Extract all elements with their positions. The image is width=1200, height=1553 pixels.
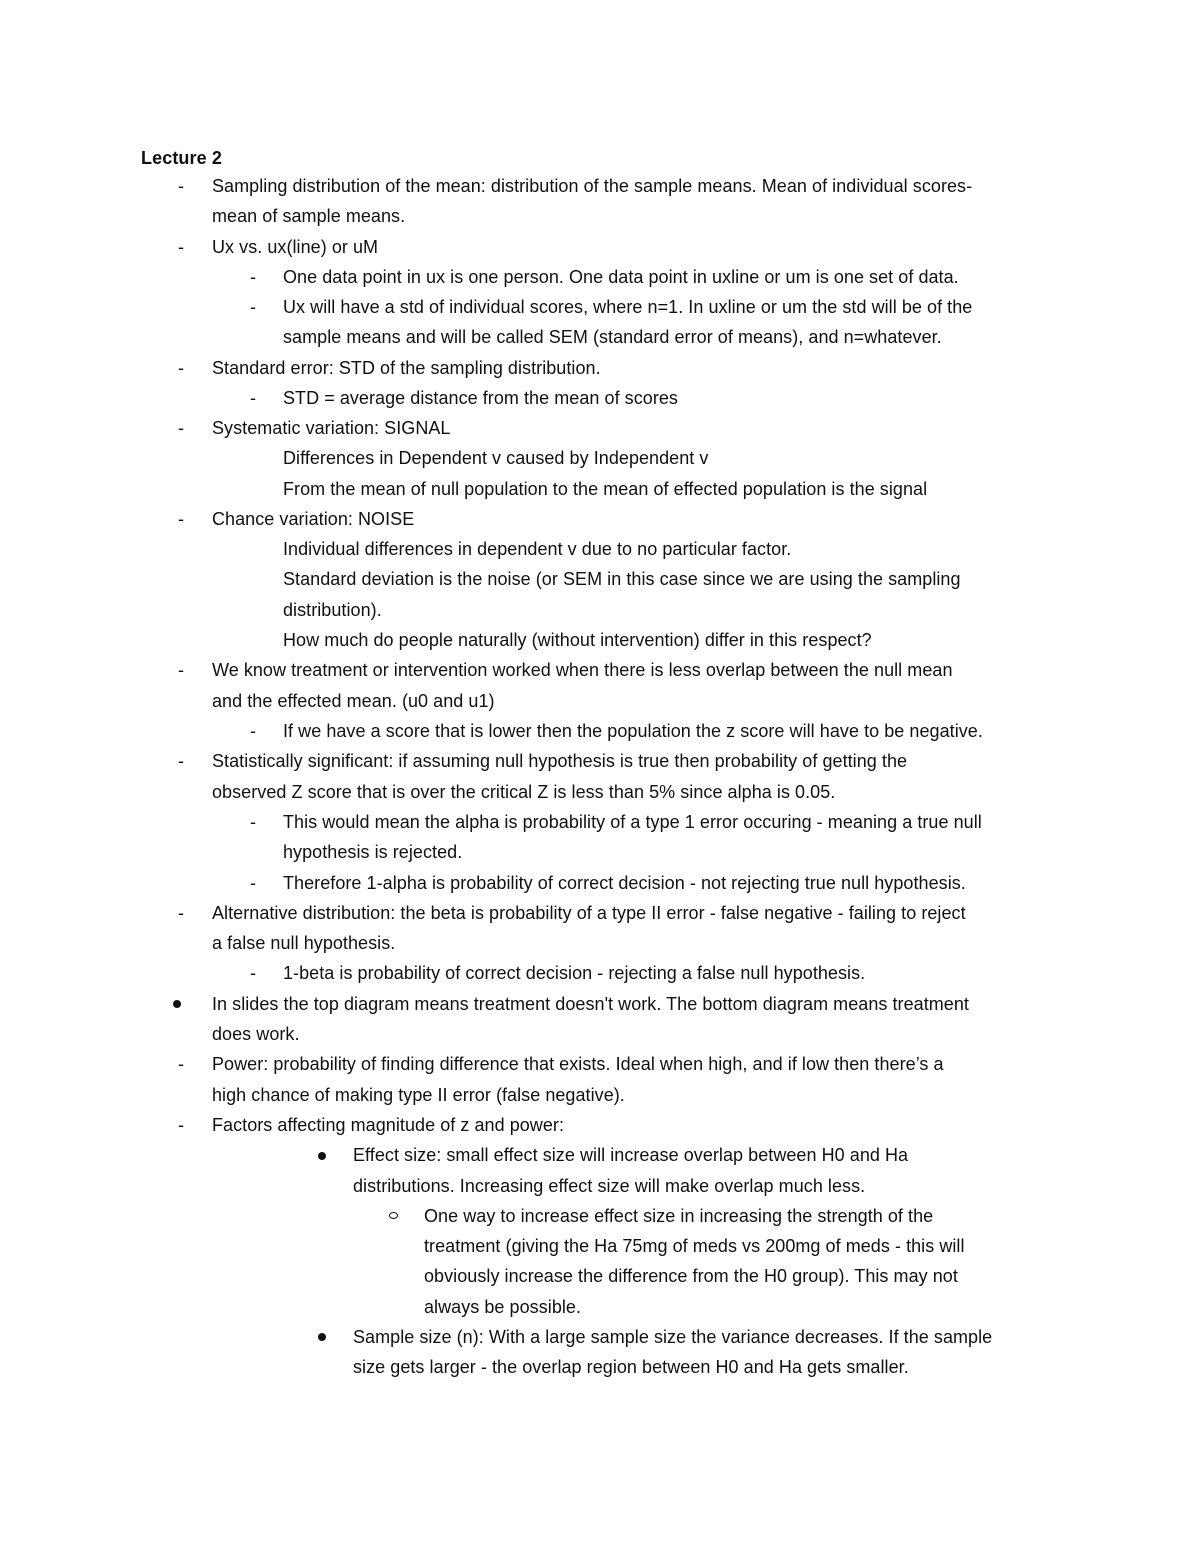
- dash-marker: -: [178, 509, 184, 529]
- dash-marker: -: [250, 963, 256, 983]
- note-line: 1-beta is probability of correct decision - rejecting a false null hypothesis.: [283, 963, 866, 983]
- note-line: If we have a score that is lower then the population the z score will have to be negative.: [283, 721, 983, 741]
- note-line: Therefore 1-alpha is probability of correct decision - not rejecting true null hypothesis.: [283, 873, 966, 893]
- dash-marker: -: [250, 721, 256, 741]
- note-line: and the effected mean. (u0 and u1): [212, 691, 495, 711]
- note-line: From the mean of null population to the mean of effected population is the signal: [283, 479, 928, 499]
- note-line: One way to increase effect size in increasing the strength of the: [424, 1206, 934, 1226]
- note-line: Alternative distribution: the beta is probability of a type II error - false negative - failing to reject: [212, 903, 966, 923]
- dash-marker: -: [250, 267, 256, 287]
- note-line: In slides the top diagram means treatment doesn't work. The bottom diagram means treatment: [212, 994, 969, 1014]
- note-line: Differences in Dependent v caused by Independent v: [283, 448, 709, 468]
- dash-marker: -: [250, 297, 256, 317]
- note-line: distributions. Increasing effect size will make overlap much less.: [353, 1176, 866, 1196]
- lecture-title: Lecture 2: [141, 148, 222, 168]
- dash-marker: -: [178, 1115, 184, 1135]
- note-line: Individual differences in dependent v due to no particular factor.: [283, 539, 792, 559]
- dash-marker: -: [178, 1054, 184, 1074]
- note-line: One data point in ux is one person. One data point in uxline or um is one set of data.: [283, 267, 959, 287]
- note-line: Power: probability of finding difference that exists. Ideal when high, and if low then there’s a: [212, 1054, 944, 1074]
- note-line: Sample size (n): With a large sample size the variance decreases. If the sample: [353, 1327, 993, 1347]
- note-line: mean of sample means.: [212, 206, 406, 226]
- note-line: How much do people naturally (without intervention) differ in this respect?: [283, 630, 872, 650]
- bullet-circle-icon: [389, 1212, 398, 1219]
- note-line: size gets larger - the overlap region between H0 and Ha gets smaller.: [353, 1357, 909, 1377]
- dash-marker: -: [250, 873, 256, 893]
- note-line: This would mean the alpha is probability of a type 1 error occuring - meaning a true null: [283, 812, 982, 832]
- dash-marker: -: [178, 660, 184, 680]
- note-line: always be possible.: [424, 1297, 582, 1317]
- note-line: hypothesis is rejected.: [283, 842, 463, 862]
- note-line: obviously increase the difference from the H0 group). This may not: [424, 1266, 958, 1286]
- note-line: observed Z score that is over the critical Z is less than 5% since alpha is 0.05.: [212, 782, 836, 802]
- bullet-dot-icon: [318, 1152, 326, 1160]
- note-line: STD = average distance from the mean of scores: [283, 388, 678, 408]
- note-line: Systematic variation: SIGNAL: [212, 418, 451, 438]
- note-line: sample means and will be called SEM (standard error of means), and n=whatever.: [283, 327, 942, 347]
- note-line: Factors affecting magnitude of z and power:: [212, 1115, 565, 1135]
- dash-marker: -: [250, 388, 256, 408]
- note-line: We know treatment or intervention worked when there is less overlap between the null mean: [212, 660, 953, 680]
- note-line: does work.: [212, 1024, 300, 1044]
- dash-marker: -: [178, 176, 184, 196]
- note-line: distribution).: [283, 600, 382, 620]
- dash-marker: -: [178, 237, 184, 257]
- dash-marker: -: [178, 751, 184, 771]
- bullet-dot-icon: [173, 1000, 181, 1008]
- dash-marker: -: [178, 903, 184, 923]
- note-line: high chance of making type II error (false negative).: [212, 1085, 625, 1105]
- note-line: Chance variation: NOISE: [212, 509, 415, 529]
- note-line: Standard error: STD of the sampling distribution.: [212, 358, 601, 378]
- note-line: Sampling distribution of the mean: distribution of the sample means. Mean of individual scores-: [212, 176, 973, 196]
- note-line: Ux vs. ux(line) or uM: [212, 237, 379, 257]
- note-line: a false null hypothesis.: [212, 933, 396, 953]
- note-line: Statistically significant: if assuming null hypothesis is true then probability of getting the: [212, 751, 908, 771]
- note-line: Standard deviation is the noise (or SEM in this case since we are using the sampling: [283, 569, 961, 589]
- dash-marker: -: [250, 812, 256, 832]
- bullet-dot-icon: [318, 1333, 326, 1341]
- dash-marker: -: [178, 358, 184, 378]
- note-line: treatment (giving the Ha 75mg of meds vs 200mg of meds - this will: [424, 1236, 965, 1256]
- note-line: Effect size: small effect size will increase overlap between H0 and Ha: [353, 1145, 909, 1165]
- note-line: Ux will have a std of individual scores, where n=1. In uxline or um the std will be of the: [283, 297, 973, 317]
- dash-marker: -: [178, 418, 184, 438]
